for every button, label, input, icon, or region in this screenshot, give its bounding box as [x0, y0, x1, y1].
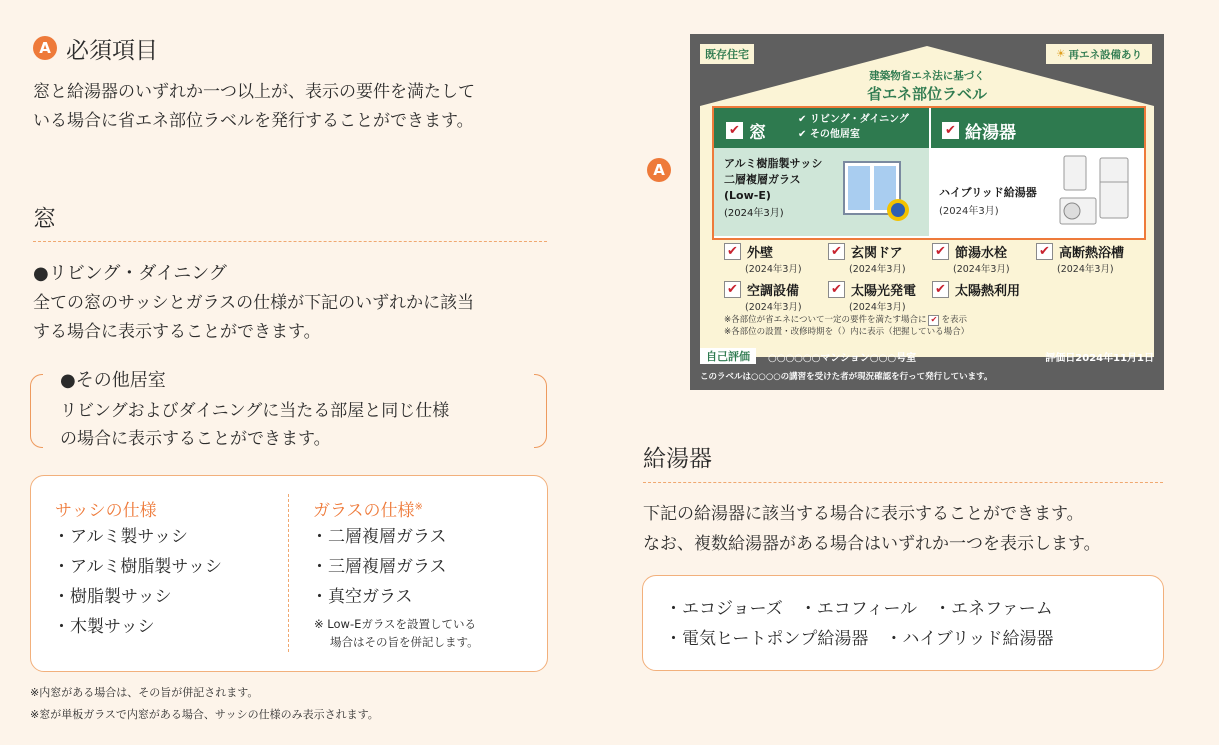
- label-item-date: (2024年3月): [953, 264, 1010, 275]
- window-options: [798, 112, 909, 142]
- window-spec-line3: (Low-E): [724, 189, 771, 202]
- window-head: [726, 118, 766, 143]
- spec-divider: [288, 494, 289, 652]
- label-item-date: (2024年3月): [745, 302, 802, 313]
- property-name: ○○○○○○マンション○○○号室: [768, 353, 917, 364]
- glass-item: ・真空ガラス: [311, 587, 413, 607]
- label-item-text: 太陽熱利用: [955, 284, 1021, 299]
- label-item-name: [724, 280, 824, 299]
- label-note-1a: ※各部位が省エネについて一定の要件を満たす場合に: [724, 315, 927, 325]
- renewable-tag: [1046, 44, 1152, 64]
- other-rooms-desc-line2: の場合に表示することができます。: [60, 429, 331, 449]
- label-item-name: [828, 242, 928, 261]
- intro-line2: いる場合に省エネ部位ラベルを発行することができます。: [33, 111, 474, 131]
- glass-spec-title-text: ガラスの仕様: [313, 501, 415, 521]
- label-note-2: ※各部位の設置・改修時期を（）内に表示（把握している場合）: [724, 327, 970, 337]
- glass-item: ・三層複層ガラス: [311, 557, 447, 577]
- label-item-date: (2024年3月): [745, 264, 802, 275]
- label-item-name: [932, 280, 1042, 299]
- window-heading: 窓: [33, 206, 56, 232]
- panel-split: [929, 108, 931, 236]
- renewable-text: 再エネ設備あり: [1068, 48, 1142, 61]
- window-option-1: [798, 112, 909, 127]
- heater-head: [942, 118, 1016, 143]
- heater-list-line2: ・電気ヒートポンプ給湯器 ・ハイブリッド給湯器: [665, 629, 1054, 649]
- label-item: [828, 280, 928, 313]
- other-rooms-desc-line1: リビングおよびダイニングに当たる部屋と同じ仕様: [60, 401, 450, 421]
- section-title: 必須項目: [66, 38, 158, 64]
- self-eval-tag: 自己評価: [700, 348, 756, 364]
- water-heater-icon: [1056, 152, 1136, 228]
- heater-desc-line1: 下記の給湯器に該当する場合に表示することができます。: [643, 504, 1084, 524]
- label-subtitle: 建築物省エネ法に基づく: [869, 70, 985, 82]
- red-check-icon: ✔: [724, 243, 741, 260]
- eval-date: 評価日2024年11月1日: [1045, 353, 1154, 364]
- living-desc-line1: 全ての窓のサッシとガラスの仕様が下記のいずれかに該当: [33, 293, 475, 313]
- heater-date: (2024年3月): [939, 206, 999, 217]
- red-check-icon: ✔: [932, 243, 949, 260]
- right-bracket: [534, 374, 547, 448]
- sash-list: [53, 522, 222, 642]
- label-item-text: 太陽光発電: [851, 284, 917, 299]
- glass-note-line1: ※ Low-Eガラスを設置している: [314, 617, 477, 631]
- red-check-icon: ✔: [828, 281, 845, 298]
- section-a-badge: A: [33, 36, 57, 60]
- label-item-name: [932, 242, 1032, 261]
- existing-house-tag: 既存住宅: [700, 44, 754, 64]
- sash-spec-title: サッシの仕様: [55, 501, 157, 521]
- label-footer: このラベルは○○○○の講習を受けた者が現況確認を行って発行しています。: [700, 372, 993, 382]
- footnote-2: ※窓が単板ガラスで内窓がある場合、サッシの仕様のみ表示されます。: [30, 708, 379, 721]
- label-item: [932, 242, 1032, 275]
- footnote-1: ※内窓がある場合は、その旨が併記されます。: [30, 686, 259, 699]
- heater-list-line1: ・エコジョーズ ・エコフィール ・エネファーム: [665, 599, 1053, 619]
- window-check-icon: ✔: [726, 122, 743, 139]
- heater-divider: [643, 482, 1163, 483]
- glass-list: [311, 522, 447, 612]
- red-check-icon: ✔: [928, 315, 939, 326]
- label-item-text: 高断熱浴槽: [1059, 246, 1125, 261]
- label-item-text: 空調設備: [747, 284, 800, 299]
- label-notes: [724, 314, 969, 338]
- window-spec-line2: 二層複層ガラス: [724, 173, 801, 186]
- heater-desc-line2: なお、複数給湯器がある場合はいずれか一つを表示します。: [643, 534, 1101, 554]
- window-divider: [33, 241, 547, 242]
- heater-head-text: 給湯器: [965, 123, 1016, 143]
- water-heater-heading: 給湯器: [643, 446, 712, 472]
- label-item-text: 節湯水栓: [955, 246, 1008, 261]
- window-option-1-text: リビング・ダイニング: [809, 114, 909, 125]
- main-parts-panel: [712, 106, 1146, 240]
- label-item: [1036, 242, 1152, 275]
- sun-icon: ☀: [1056, 48, 1066, 60]
- spec-box: [30, 475, 548, 672]
- label-item-date: (2024年3月): [849, 302, 906, 313]
- glass-note: [314, 615, 479, 651]
- window-spec: [724, 156, 822, 222]
- label-item-text: 外壁: [747, 246, 774, 261]
- label-title: 省エネ部位ラベル: [866, 85, 987, 103]
- red-check-icon: ✔: [1036, 243, 1053, 260]
- check-circle-icon: ✔: [798, 114, 807, 125]
- label-item-date: (2024年3月): [849, 264, 906, 275]
- sash-item: ・アルミ製サッシ: [53, 527, 188, 547]
- glass-spec-title: [313, 496, 423, 521]
- window-head-text: 窓: [749, 123, 766, 143]
- sash-item: ・樹脂製サッシ: [53, 587, 172, 607]
- glass-item: ・二層複層ガラス: [311, 527, 447, 547]
- red-check-icon: ✔: [932, 281, 949, 298]
- label-item-date: (2024年3月): [1057, 264, 1114, 275]
- glass-spec-mark: ※: [414, 501, 423, 513]
- living-title: ●リビング・ダイニング: [33, 263, 227, 284]
- window-spec-line1: アルミ樹脂製サッシ: [724, 157, 823, 170]
- window-option-2-text: その他居室: [809, 129, 860, 140]
- sash-item: ・木製サッシ: [53, 617, 155, 637]
- red-check-icon: ✔: [724, 281, 741, 298]
- label-item: [932, 280, 1042, 299]
- red-check-icon: ✔: [828, 243, 845, 260]
- left-bracket: [30, 374, 43, 448]
- energy-label: [690, 34, 1164, 390]
- heater-spec: ハイブリッド給湯器: [939, 186, 1037, 199]
- window-option-2: [798, 127, 909, 142]
- sash-item: ・アルミ樹脂製サッシ: [53, 557, 222, 577]
- other-rooms-title: ●その他居室: [60, 370, 166, 391]
- label-note-1b: を表示: [941, 315, 967, 325]
- label-a-badge: A: [647, 158, 671, 182]
- intro-line1: 窓と給湯器のいずれか一つ以上が、表示の要件を満たして: [33, 82, 475, 102]
- label-item: [724, 280, 824, 313]
- label-note-1: [724, 314, 969, 326]
- label-item-text: 玄関ドア: [851, 246, 903, 261]
- label-item: [724, 242, 824, 275]
- heater-check-icon: ✔: [942, 122, 959, 139]
- window-icon: [842, 160, 910, 222]
- window-date: (2024年3月): [724, 208, 784, 219]
- label-item-name: [1036, 242, 1152, 261]
- label-item-name: [724, 242, 824, 261]
- heater-list-box: [642, 575, 1164, 671]
- label-item-name: [828, 280, 928, 299]
- glass-note-line2: 場合はその旨を併記します。: [330, 635, 479, 649]
- living-desc-line2: する場合に表示することができます。: [33, 322, 321, 342]
- label-item: [828, 242, 928, 275]
- check-circle-icon: ✔: [798, 129, 807, 140]
